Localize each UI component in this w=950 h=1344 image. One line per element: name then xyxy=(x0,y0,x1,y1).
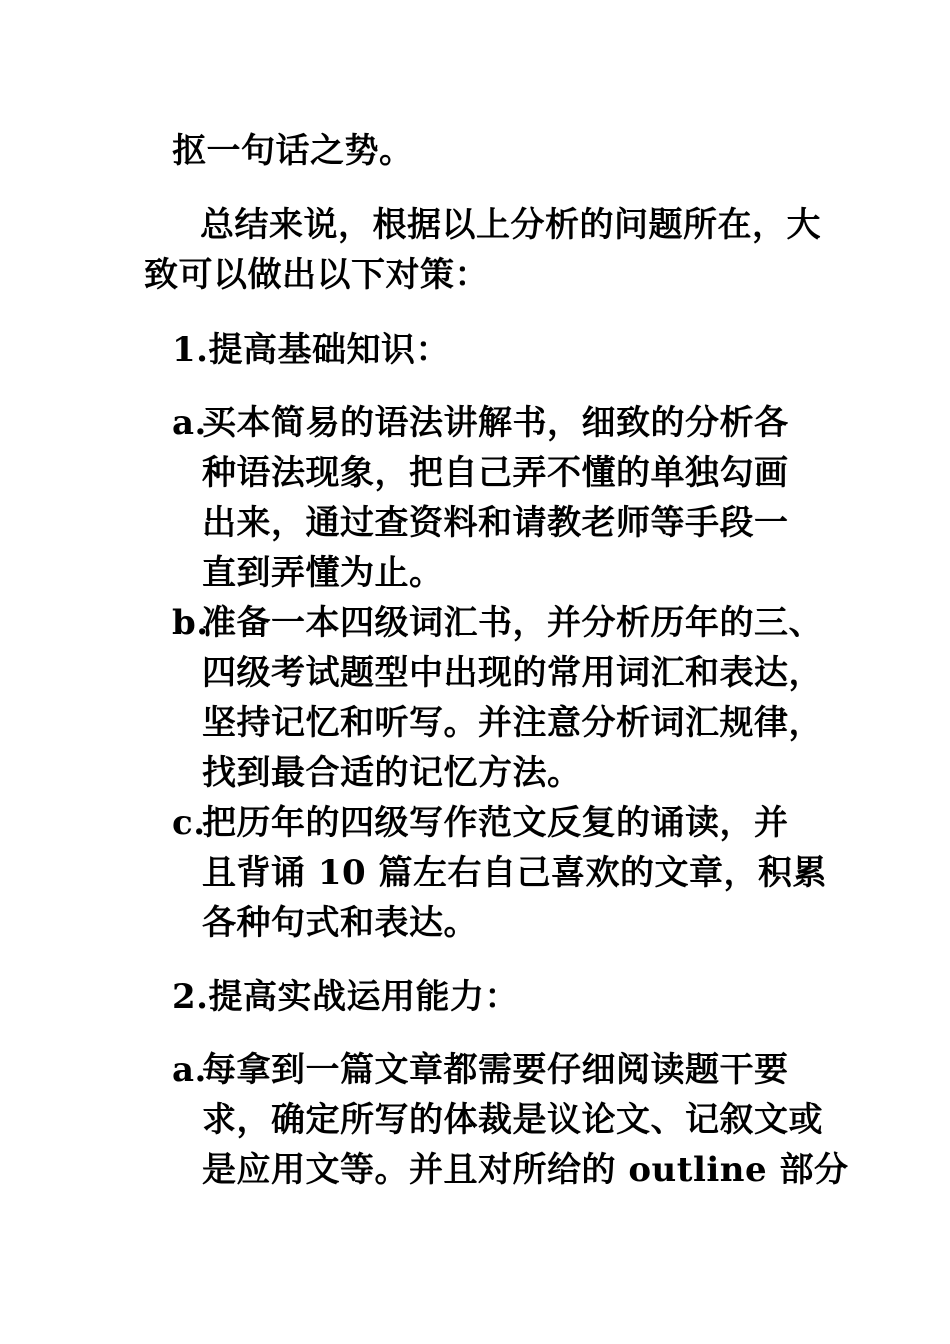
list-item-line: 买本简易的语法讲解书，细致的分析各 xyxy=(202,403,789,443)
list-item-line: 求，确定所写的体裁是议论文、记叙文或 xyxy=(202,1100,823,1140)
list-item-marker: b. xyxy=(172,603,209,643)
list-item-line: 准备一本四级词汇书，并分析历年的三、 xyxy=(202,603,823,643)
list-item-line: 且背诵 10 篇左右自己喜欢的文章，积累 xyxy=(202,853,827,893)
list-item-line: 把历年的四级写作范文反复的诵读，并 xyxy=(202,803,789,843)
section-heading: 2.提高实战运用能力： xyxy=(172,977,519,1017)
list-item-line: 出来，通过查资料和请教老师等手段一 xyxy=(202,503,789,543)
list-item-line: 找到最合适的记忆方法。 xyxy=(202,753,582,793)
list-item-marker: a. xyxy=(172,403,207,443)
list-item-line: 种语法现象，把自己弄不懂的单独勾画 xyxy=(202,453,789,493)
list-item-line: 每拿到一篇文章都需要仔细阅读题干要 xyxy=(202,1050,789,1090)
summary-line: 致可以做出以下对策： xyxy=(144,255,489,295)
list-item-line: 直到弄懂为止。 xyxy=(202,553,444,593)
list-item-marker: c. xyxy=(172,803,206,843)
paragraph-line: 抠一句话之势。 xyxy=(172,131,414,171)
list-item-marker: a. xyxy=(172,1050,207,1090)
list-item-line: 是应用文等。并且对所给的 outline 部分 xyxy=(202,1150,849,1190)
list-item-line: 四级考试题型中出现的常用词汇和表达， xyxy=(202,653,823,693)
list-item-line: 坚持记忆和听写。并注意分析词汇规律， xyxy=(202,703,823,743)
list-item-line: 各种句式和表达。 xyxy=(202,903,478,943)
section-heading: 1.提高基础知识： xyxy=(172,330,450,370)
summary-line: 总结来说，根据以上分析的问题所在，大 xyxy=(200,205,821,245)
